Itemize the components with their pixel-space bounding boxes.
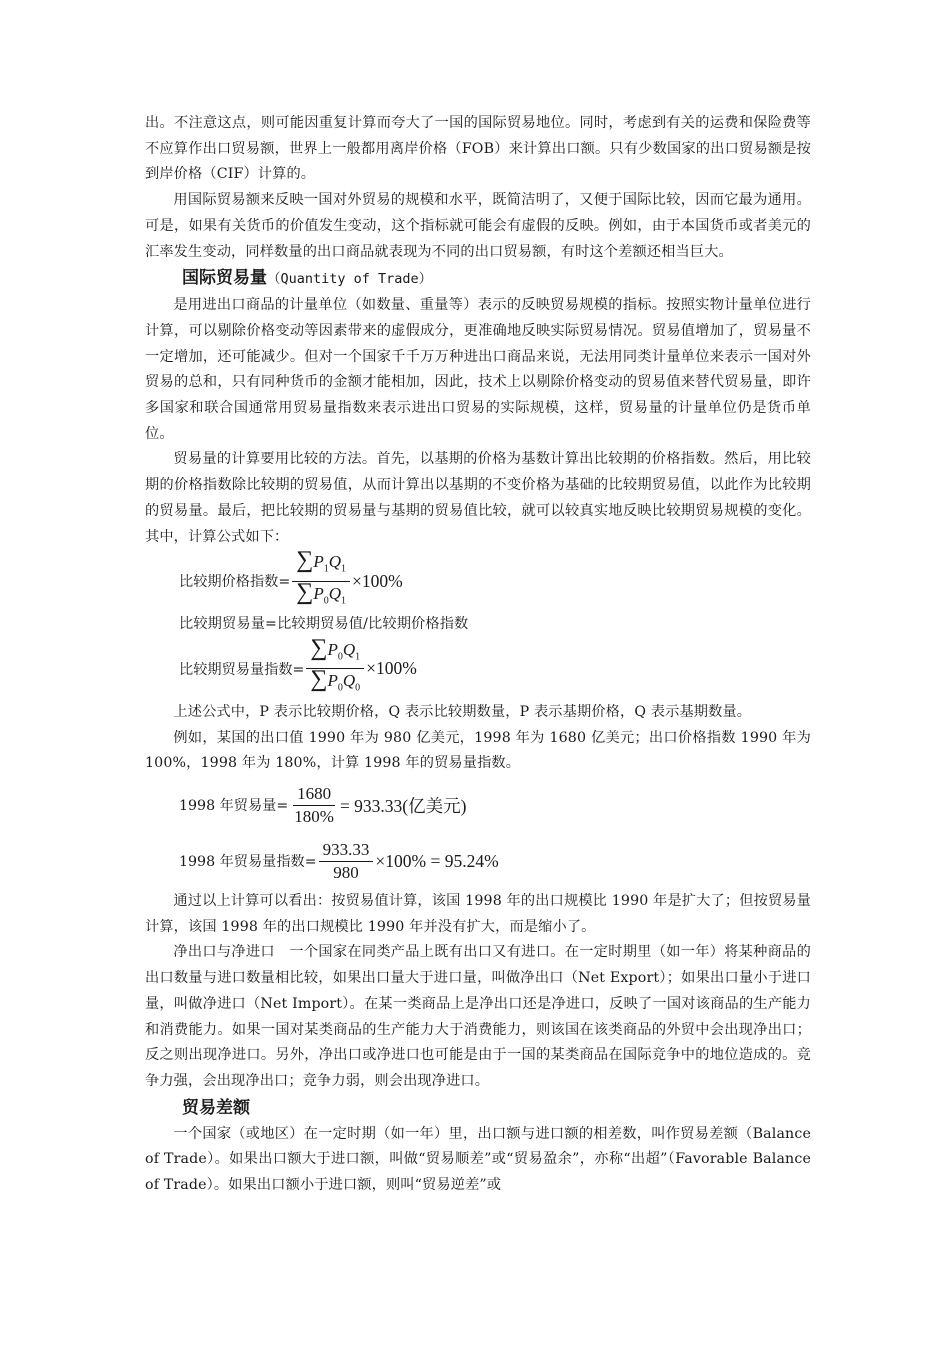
calc-1998-quantity-index bbox=[179, 833, 811, 889]
formula-times-100: ×100% bbox=[366, 658, 417, 679]
formula-times-100: ×100% bbox=[351, 570, 403, 591]
heading-quantity-text: 国际贸易量 bbox=[182, 268, 267, 289]
formula-quantity-index-fraction bbox=[306, 635, 364, 700]
calc1-denominator: 180% bbox=[294, 806, 334, 826]
heading-quantity-english: （Quantity of Trade） bbox=[267, 271, 433, 288]
formula-denominator: $\sum P_0Q_1$ bbox=[296, 578, 346, 607]
heading-balance-of-trade: 贸易差额 bbox=[182, 1097, 250, 1118]
paragraph-balance-of-trade: 一个国家（或地区）在一定时期（如一年）里，出口额与进口额的相差数，叫作贸易差额（Balance of Trade）。如果出口额大于进口额，叫做“贸易顺差”或“贸易盈余”，亦称“出超”（Favorable Balance of Trade）。如果出口额小于进口额，则叫“贸易逆差”或 bbox=[145, 1125, 811, 1194]
formula-denominator: $\sum P_0Q_0$ bbox=[310, 666, 361, 694]
calc2-fraction bbox=[319, 839, 374, 884]
calc2-result: ×100% = 95.24% bbox=[375, 850, 499, 871]
paragraph-example: 例如，某国的出口值 1990 年为 980 亿美元，1998 年为 1680 亿美元；出口价格指数 1990 年为 100%，1998 年为 180%，计算 1998 年的贸易量指数。 bbox=[145, 729, 811, 772]
heading-quantity-of-trade bbox=[182, 265, 811, 293]
calc-1998-quantity bbox=[179, 777, 811, 833]
calc2-numerator: 933.33 bbox=[319, 839, 374, 862]
calc2-denominator: 980 bbox=[333, 862, 359, 882]
paragraph-trade-value: 用国际贸易额来反映一国对外贸易的规模和水平，既简洁明了，又便于国际比较，因而它最为通用。可是，如果有关货币的价值发生变动，这个指标就可能会有虚假的反映。例如，由于本国货币或者美元的汇率发生变动，同样数量的出口商品就表现为不同的出口贸易额，有时这个差额还相当巨大。 bbox=[145, 192, 811, 260]
calc1-numerator: 1680 bbox=[293, 783, 335, 806]
formula-price-index-label: 比较期价格指数= bbox=[179, 574, 291, 591]
paragraph-quantity-definition: 是用进出口商品的计量单位（如数量、重量等）表示的反映贸易规模的指标。按照实物计量单位进行计算，可以剔除价格变动等因素带来的虚假成分，更准确地反映实际贸易情况。贸易值增加了，贸易量不一定增加，还可能减少。但对一个国家千千万万种进出口商品来说，无法用同类计量单位来表示一国对外贸易的总和，只有同种货币的金额才能相加，因此，技术上以剔除价格变动的贸易值来替代贸易量，即许多国家和联合国通常用贸易量指数来表示进出口贸易的实际规模，这样，贸易量的计量单位仍是货币单位。 bbox=[145, 297, 811, 442]
paragraph-conclusion: 通过以上计算可以看出：按贸易值计算，该国 1998 年的出口规模比 1990 年是扩大了；但按贸易量计算，该国 1998 年的出口规模比 1990 年并没有扩大，而是缩小了。 bbox=[145, 893, 811, 935]
document-body bbox=[145, 111, 811, 1199]
formula-quantity-index bbox=[179, 635, 811, 700]
formula-price-index-fraction bbox=[292, 547, 350, 612]
formula-trade-quantity: 比较期贸易量=比较期贸易值/比较期价格指数 bbox=[179, 616, 469, 633]
formula-numerator: $\sum P_0Q_1$ bbox=[306, 638, 364, 669]
formula-numerator: $\sum P_1Q_1$ bbox=[292, 550, 350, 581]
calc1-label: 1998 年贸易量= bbox=[179, 798, 289, 815]
formula-quantity-index-label: 比较期贸易量指数= bbox=[179, 661, 305, 678]
calc1-result: = 933.33(亿美元) bbox=[339, 795, 467, 816]
paragraph-top: 出。不注意这点，则可能因重复计算而夸大了一国的国际贸易地位。同时，考虑到有关的运费和保险费等不应算作出口贸易额，世界上一般都用离岸价格（FOB）来计算出口额。只有少数国家的出口贸易额是按到岸价格（CIF）计算的。 bbox=[145, 115, 811, 183]
paragraph-symbols: 上述公式中，P 表示比较期价格，Q 表示比较期数量，P 表示基期价格，Q 表示基期数量。 bbox=[173, 703, 752, 720]
calc1-fraction bbox=[290, 783, 338, 828]
paragraph-calculation-method: 贸易量的计算要用比较的方法。首先，以基期的价格为基数计算出比较期的价格指数。然后，用比较期的价格指数除比较期的贸易值，从而计算出以基期的不变价格为基础的比较期贸易值，以此作为比较期的贸易量。最后，把比较期的贸易量与基期的贸易值比较，就可以较真实地反映比较期贸易规模的变化。其中，计算公式如下： bbox=[145, 451, 811, 545]
paragraph-net-export-import: 净出口与净进口 一个国家在同类产品上既有出口又有进口。在一定时期里（如一年）将某种商品的出口数量与进口数量相比较，如果出口量大于进口量，叫做净出口（Net Export）；如果出口量小于进口量，叫做净进口（Net Import）。在某一类商品上是净出口还是净进口，反映了一国对该商品的生产能力和消费能力。如果一国对某类商品的生产能力大于消费能力，则该国在该类商品的外贸中会出现净出口；反之则出现净进口。另外，净出口或净进口也可能是由于一国的某类商品在国际竞争中的地位造成的。竞争力强，会出现净出口；竞争力弱，则会出现净进口。 bbox=[145, 944, 811, 1089]
formula-price-index bbox=[179, 547, 811, 612]
calc2-label: 1998 年贸易量指数= bbox=[179, 854, 317, 871]
